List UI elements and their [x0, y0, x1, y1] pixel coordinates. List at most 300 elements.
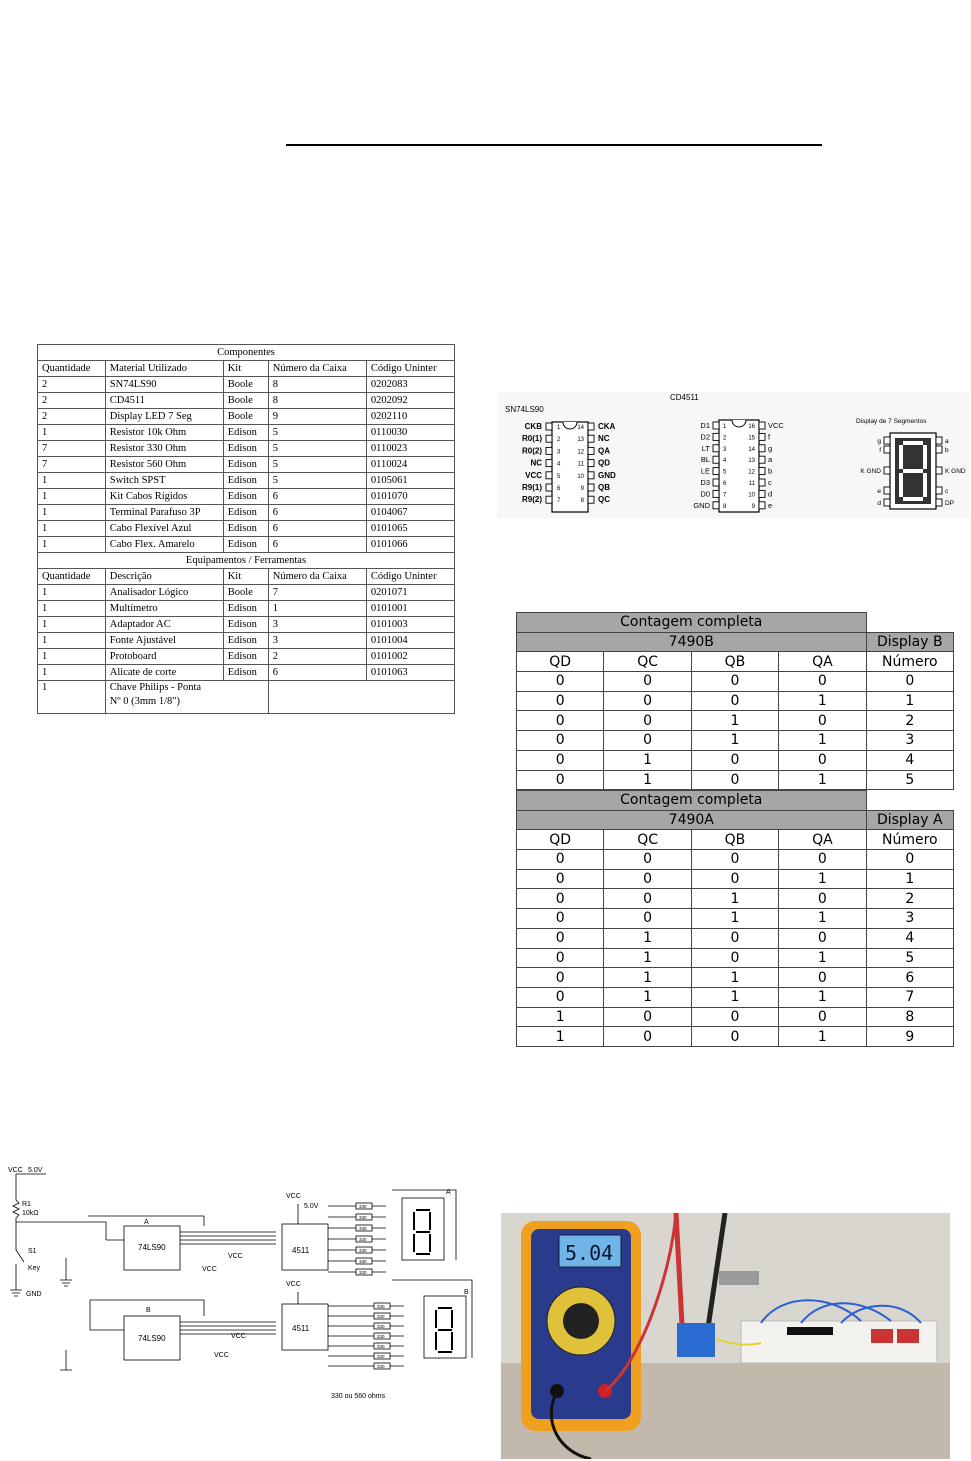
schem-res-note: 330 ou 560 ohms	[331, 1393, 386, 1400]
chip1-left-pin-label: R9(1)	[521, 483, 542, 492]
chip1-pin	[588, 435, 594, 442]
equipment-header-cell: Número da Caixa	[268, 569, 366, 585]
count-a-cell: 0	[517, 869, 604, 889]
chip2-left-pin-num: 3	[723, 446, 727, 453]
schem-resistor-label: 330	[377, 1304, 385, 1309]
count-a-cell: 1	[691, 909, 778, 929]
count-a-header-cell: QA	[779, 830, 866, 850]
table-row	[38, 409, 455, 425]
count-a-header-row	[517, 830, 954, 850]
table-row	[38, 537, 455, 553]
chip1-left-pin-num: 5	[557, 473, 561, 480]
count-b-cell: 1	[779, 691, 866, 711]
count-b-cell: 0	[517, 770, 604, 790]
chip1-pin	[588, 460, 594, 467]
count-a-cell: 0	[866, 850, 953, 870]
chip2-right-pin-num: 10	[748, 492, 755, 499]
components-header-cell: Número da Caixa	[268, 361, 366, 377]
schem-gnd-symbol	[10, 1290, 22, 1296]
count-b-cell: 0	[779, 672, 866, 692]
led-display-2	[897, 1329, 919, 1343]
equipment-cell: 1	[268, 601, 366, 617]
count-a-cell: 1	[779, 948, 866, 968]
schem-resistor-label: 330	[359, 1204, 367, 1209]
chip2-left-pin-num: 4	[723, 458, 727, 465]
count-a-cell: 0	[691, 850, 778, 870]
table-row	[517, 770, 954, 790]
chip2-left-pin-label: LE	[700, 466, 710, 476]
schem-vcc: VCC	[8, 1167, 23, 1174]
components-cell: 8	[268, 377, 366, 393]
chip1-left-pin-num: 1	[557, 425, 561, 431]
schem-resistor-label: 330	[377, 1324, 385, 1329]
count-a-cell: 0	[604, 869, 691, 889]
heatsink	[719, 1271, 759, 1285]
components-cell: Switch SPST	[105, 473, 223, 489]
display-left-pin-label: K GND	[860, 468, 881, 475]
count-b-cell: 0	[604, 691, 691, 711]
count-a-cell: 0	[517, 968, 604, 988]
chip2-left-pin-label: GND	[693, 500, 710, 510]
equipment-cell: 3	[268, 617, 366, 633]
schem-digit-a	[414, 1210, 430, 1254]
components-cell: Edison	[223, 505, 268, 521]
count-b-cell: 0	[517, 750, 604, 770]
chip2-right-pin-label: g	[768, 443, 773, 453]
equipment-cell: 0101002	[366, 649, 454, 665]
chip1-left-pin-label: R0(1)	[521, 434, 542, 444]
components-cell: Edison	[223, 425, 268, 441]
equipment-header-cell: Quantidade	[38, 569, 106, 585]
chip2-pin	[759, 468, 765, 475]
equipment-cell: 2	[268, 649, 366, 665]
count-b-header-row	[517, 652, 954, 672]
components-title: Componentes	[38, 345, 455, 361]
table-row	[517, 750, 954, 770]
table-row	[38, 601, 455, 617]
schem-key: Key	[28, 1265, 41, 1272]
components-cell: 0110030	[366, 425, 454, 441]
chip2-pin	[713, 445, 719, 452]
chip1-right-pin-num: 10	[577, 473, 584, 480]
count-b-cell: 1	[604, 750, 691, 770]
display-left-pin-label: d	[877, 500, 881, 507]
equipment-header-row	[38, 569, 455, 585]
components-cell: 6	[268, 521, 366, 537]
count-b-cell: 0	[517, 731, 604, 751]
count-b-cell: 0	[517, 672, 604, 692]
equipment-cell: 1	[38, 601, 106, 617]
equipment-cell: 6	[268, 665, 366, 681]
chip1-right-pin-label: QD	[598, 458, 610, 468]
chip2-right-pin-num: 16	[748, 424, 755, 430]
blank-cell	[866, 613, 953, 633]
count-a-cell: 0	[691, 948, 778, 968]
schem-disp-a: A	[446, 1189, 451, 1196]
last-row-desc-line1: Chave Philips - Ponta	[109, 682, 202, 693]
chip2-left-pin-label: D0	[700, 489, 710, 499]
chip1-pin	[546, 423, 552, 430]
components-cell: Resistor 10k Ohm	[105, 425, 223, 441]
components-header-cell: Material Utilizado	[105, 361, 223, 377]
display-pin	[884, 499, 890, 506]
count-a-cell: 2	[866, 889, 953, 909]
table-row	[517, 1027, 954, 1047]
chip1-left-pin-num: 2	[557, 437, 561, 444]
chip2-left-pin-num: 2	[723, 435, 727, 442]
count-a-cell: 1	[604, 948, 691, 968]
components-cell: 2	[38, 377, 106, 393]
count-a-cell: 9	[866, 1027, 953, 1047]
table-row	[517, 948, 954, 968]
chip2-left-pin-label: D3	[700, 478, 710, 487]
regulator-board	[677, 1323, 715, 1357]
count-a-header-cell: QD	[517, 830, 604, 850]
components-cell: 5	[268, 457, 366, 473]
count-b-cell: 0	[691, 691, 778, 711]
components-cell: 8	[268, 393, 366, 409]
schem-display-wires	[392, 1190, 472, 1358]
count-a-cell: 0	[691, 869, 778, 889]
count-b-header-cell: Número	[866, 652, 953, 672]
components-cell: 6	[268, 505, 366, 521]
chip1-right-pin-label: GND	[598, 470, 616, 480]
chip1-right-pin-num: 9	[580, 486, 584, 492]
count-a-cell: 1	[604, 928, 691, 948]
schem-resistor-label: 330	[359, 1270, 367, 1275]
last-row-qty: 1	[38, 681, 106, 714]
equipment-cell: Edison	[223, 601, 268, 617]
equipment-cell: Adaptador AC	[105, 617, 223, 633]
count-a-cell: 1	[779, 1027, 866, 1047]
components-cell: 5	[268, 425, 366, 441]
table-row	[517, 909, 954, 929]
count-b-cell: 0	[604, 711, 691, 731]
chip1-right-pin-label: QB	[598, 483, 610, 492]
schem-resistor-label: 330	[377, 1314, 385, 1319]
equipment-cell: 0101003	[366, 617, 454, 633]
components-header-cell: Código Uninter	[366, 361, 454, 377]
components-cell: 0110023	[366, 441, 454, 457]
chip2-pin	[713, 433, 719, 440]
schem-chip90-b: 74LS90	[138, 1334, 166, 1343]
components-cell: Edison	[223, 441, 268, 457]
count-b-cell: 1	[691, 711, 778, 731]
display-pin	[936, 487, 942, 494]
components-cell: 2	[38, 409, 106, 425]
equipment-cell: 0101001	[366, 601, 454, 617]
chip1-pin	[546, 472, 552, 479]
chip1-right-pin-num: 12	[577, 449, 584, 456]
schem-vcc-b: VCC	[231, 1333, 246, 1340]
components-cell: 0202083	[366, 377, 454, 393]
count-b-display: Display B	[866, 632, 953, 652]
equipment-cell: 7	[268, 585, 366, 601]
chip2-pin	[713, 479, 719, 486]
count-b-cell: 2	[866, 711, 953, 731]
components-cell: 1	[38, 489, 106, 505]
components-cell: 0105061	[366, 473, 454, 489]
components-cell: 1	[38, 521, 106, 537]
last-row-empty	[268, 681, 454, 714]
count-a-cell: 3	[866, 909, 953, 929]
components-cell: 7	[38, 441, 106, 457]
count-b-cell: 0	[604, 672, 691, 692]
components-cell: Kit Cabos Rígidos	[105, 489, 223, 505]
display-pin	[936, 467, 942, 474]
schem-r1-val: 10kΩ	[22, 1210, 39, 1217]
chip2-right-pin-label: f	[768, 432, 771, 442]
schem-vcc-mid: VCC	[228, 1253, 243, 1260]
components-header-cell: Quantidade	[38, 361, 106, 377]
count-a-cell: 1	[779, 909, 866, 929]
components-cell: Display LED 7 Seg	[105, 409, 223, 425]
chip2-left-pin-num: 5	[723, 469, 727, 476]
count-a-cell: 0	[517, 928, 604, 948]
chip1-pin	[546, 496, 552, 503]
chip2-left-pin-label: D2	[700, 432, 710, 442]
chip2-right-pin-label: VCC	[768, 421, 784, 430]
components-cell: 9	[268, 409, 366, 425]
ic-chip	[787, 1327, 833, 1335]
count-a-cell: 0	[691, 1027, 778, 1047]
chip2-left-pin-num: 1	[723, 424, 727, 430]
chip2-pin	[759, 479, 765, 486]
count-b-cell: 0	[866, 672, 953, 692]
count-a-cell: 7	[866, 987, 953, 1007]
table-row	[38, 585, 455, 601]
count-a-cell: 1	[691, 889, 778, 909]
chip1-left-pin-label: CKB	[524, 422, 542, 431]
multimeter-knob	[563, 1303, 599, 1339]
components-table	[37, 344, 455, 714]
components-cell: CD4511	[105, 393, 223, 409]
schem-resistor-label: 330	[359, 1237, 367, 1242]
count-a-cell: 0	[604, 850, 691, 870]
schem-4511-b: 4511	[292, 1324, 310, 1333]
table-row	[38, 521, 455, 537]
chip2-name: CD4511	[670, 393, 699, 402]
count-b-cell: 0	[604, 731, 691, 751]
count-b-cell: 4	[866, 750, 953, 770]
chip1-left-pin-num: 6	[557, 486, 561, 492]
chip2-right-pin-label: a	[768, 455, 773, 465]
schem-r1: R1	[22, 1201, 31, 1208]
equipment-cell: 1	[38, 585, 106, 601]
count-a-cell: 0	[604, 889, 691, 909]
display-left-pin-label: e	[877, 488, 881, 495]
components-cell: 6	[268, 489, 366, 505]
table-row	[517, 691, 954, 711]
schem-display-b	[424, 1296, 466, 1358]
components-cell: Boole	[223, 393, 268, 409]
equipment-cell: 1	[38, 617, 106, 633]
count-table-b	[516, 612, 954, 790]
count-b-cell: 0	[779, 711, 866, 731]
schem-clock-wire	[16, 1222, 106, 1240]
equipment-header-cell: Código Uninter	[366, 569, 454, 585]
equipment-cell: Analisador Lógico	[105, 585, 223, 601]
count-a-cell: 4	[866, 928, 953, 948]
count-a-title: Contagem completa	[517, 791, 867, 811]
schem-s1: S1	[28, 1248, 37, 1255]
equipment-cell: Boole	[223, 585, 268, 601]
schem-resistor-label: 330	[359, 1259, 367, 1264]
count-b-cell: 1	[604, 770, 691, 790]
chip2-pin	[759, 502, 765, 509]
components-cell: Resistor 330 Ohm	[105, 441, 223, 457]
count-a-cell: 1	[517, 1027, 604, 1047]
chip2-right-pin-num: 13	[748, 458, 755, 465]
count-a-cell: 0	[517, 948, 604, 968]
schem-resistor-label: 330	[359, 1248, 367, 1253]
count-a-cell: 0	[604, 1007, 691, 1027]
count-b-title: Contagem completa	[517, 613, 867, 633]
components-cell: 7	[38, 457, 106, 473]
count-a-cell: 0	[691, 1007, 778, 1027]
equipment-cell: Edison	[223, 617, 268, 633]
schem-4511-a: 4511	[292, 1246, 310, 1255]
equipment-cell: 1	[38, 633, 106, 649]
components-cell: 0110024	[366, 457, 454, 473]
chip2-pin	[713, 502, 719, 509]
display-right-pin-label: DP	[945, 500, 955, 507]
components-cell: SN74LS90	[105, 377, 223, 393]
equipment-cell: 3	[268, 633, 366, 649]
components-cell: 0202110	[366, 409, 454, 425]
segment-g	[903, 469, 923, 473]
components-cell: Cabo Flexível Azul	[105, 521, 223, 537]
segment-b	[923, 445, 927, 469]
chip2-pin	[759, 456, 765, 463]
display-title: Display de 7 Segmentos	[856, 418, 927, 425]
chip2-right-pin-num: 15	[748, 435, 755, 442]
table-row	[517, 968, 954, 988]
equipment-cell: Multímetro	[105, 601, 223, 617]
chip2-left-pin-num: 6	[723, 481, 727, 487]
chip1-right-pin-label: NC	[598, 434, 610, 444]
chip2-right-pin-num: 11	[748, 481, 755, 487]
count-b-cell: 0	[691, 672, 778, 692]
chip2-right-pin-num: 9	[751, 503, 755, 510]
components-cell: Edison	[223, 457, 268, 473]
equipment-cell: Alicate de corte	[105, 665, 223, 681]
pinout-svg	[497, 392, 969, 518]
equipment-title: Equipamentos / Ferramentas	[38, 553, 455, 569]
schem-resistor-label: 330	[377, 1354, 385, 1359]
chip1-right-pin-label: QA	[598, 446, 610, 456]
count-a-cell: 0	[779, 850, 866, 870]
schem-chip90-a: 74LS90	[138, 1243, 166, 1252]
chip1-left-pin-num: 3	[557, 449, 561, 456]
chip2-right-pin-label: c	[768, 478, 772, 487]
components-cell: Edison	[223, 521, 268, 537]
components-cell: 1	[38, 505, 106, 521]
chip1-name: SN74LS90	[505, 405, 544, 414]
schem-vcc-a: VCC	[202, 1266, 217, 1273]
table-row	[38, 377, 455, 393]
count-a-cell: 5	[866, 948, 953, 968]
schem-5v-top: 5.0V	[304, 1203, 319, 1210]
table-row	[517, 731, 954, 751]
display-pin	[884, 437, 890, 444]
chip1-left-pin-label: VCC	[525, 470, 542, 480]
display-pin	[884, 467, 890, 474]
table-row	[517, 889, 954, 909]
table-row	[38, 393, 455, 409]
chip1-pin	[588, 472, 594, 479]
circuit-schematic	[6, 1160, 490, 1406]
count-b-cell: 0	[517, 691, 604, 711]
table-row	[38, 665, 455, 681]
display-pin	[936, 446, 942, 453]
chip2-pin	[713, 456, 719, 463]
table-row	[517, 1007, 954, 1027]
chip1-left-pin-num: 7	[557, 498, 561, 505]
components-cell: 0101070	[366, 489, 454, 505]
count-a-cell: 1	[604, 987, 691, 1007]
chip1-pin	[546, 447, 552, 454]
chip2-right-pin-label: b	[768, 466, 773, 476]
chip1-right-pin-num: 13	[577, 437, 584, 444]
equipment-cell: 0101004	[366, 633, 454, 649]
schem-resistor-label: 330	[377, 1364, 385, 1369]
count-b-header-cell: QA	[779, 652, 866, 672]
equipment-cell: Protoboard	[105, 649, 223, 665]
chip1-right-pin-num: 11	[577, 461, 584, 468]
chip2-left-pin-num: 7	[723, 492, 727, 499]
chip1-right-pin-label: CKA	[598, 422, 616, 431]
components-cell: 5	[268, 473, 366, 489]
components-header-row	[38, 361, 455, 377]
display-right-pin-label: K GND	[945, 468, 966, 475]
components-cell: 1	[38, 473, 106, 489]
table-row	[517, 987, 954, 1007]
chip2-right-pin-label: d	[768, 489, 773, 499]
count-b-cell: 1	[691, 731, 778, 751]
chip2-left-pin-label: D1	[700, 421, 710, 430]
chip1-right-pin-num: 14	[577, 425, 584, 431]
schem-resistor-label: 330	[377, 1344, 385, 1349]
chip2-pin	[759, 422, 765, 429]
schem-resistors-b	[328, 1303, 404, 1369]
schem-display-a	[402, 1198, 444, 1260]
chip1-pin	[588, 496, 594, 503]
segment-d	[903, 497, 923, 501]
chip2-right-pin-label: e	[768, 500, 773, 510]
segment-f	[899, 445, 903, 469]
equipment-cell: 1	[38, 665, 106, 681]
count-a-header-cell: QB	[691, 830, 778, 850]
count-table-a	[516, 790, 954, 1047]
table-row	[38, 681, 455, 714]
chip1-right-pin-label: QC	[598, 495, 610, 505]
components-cell: Edison	[223, 489, 268, 505]
schem-resistor-label: 330	[359, 1226, 367, 1231]
table-row	[517, 869, 954, 889]
components-cell: Edison	[223, 537, 268, 553]
segment-a	[903, 441, 923, 445]
equipment-cell: 0201071	[366, 585, 454, 601]
chip1-right-pin-num: 8	[580, 498, 584, 505]
schem-gnd: GND	[26, 1291, 42, 1298]
schem-data-bus	[180, 1232, 276, 1334]
count-a-cell: 0	[779, 1007, 866, 1027]
display-left-pin-label: g	[877, 438, 881, 445]
count-a-cell: 0	[691, 928, 778, 948]
schem-5v: 5.0V	[28, 1167, 43, 1174]
components-cell: Cabo Flex. Amarelo	[105, 537, 223, 553]
